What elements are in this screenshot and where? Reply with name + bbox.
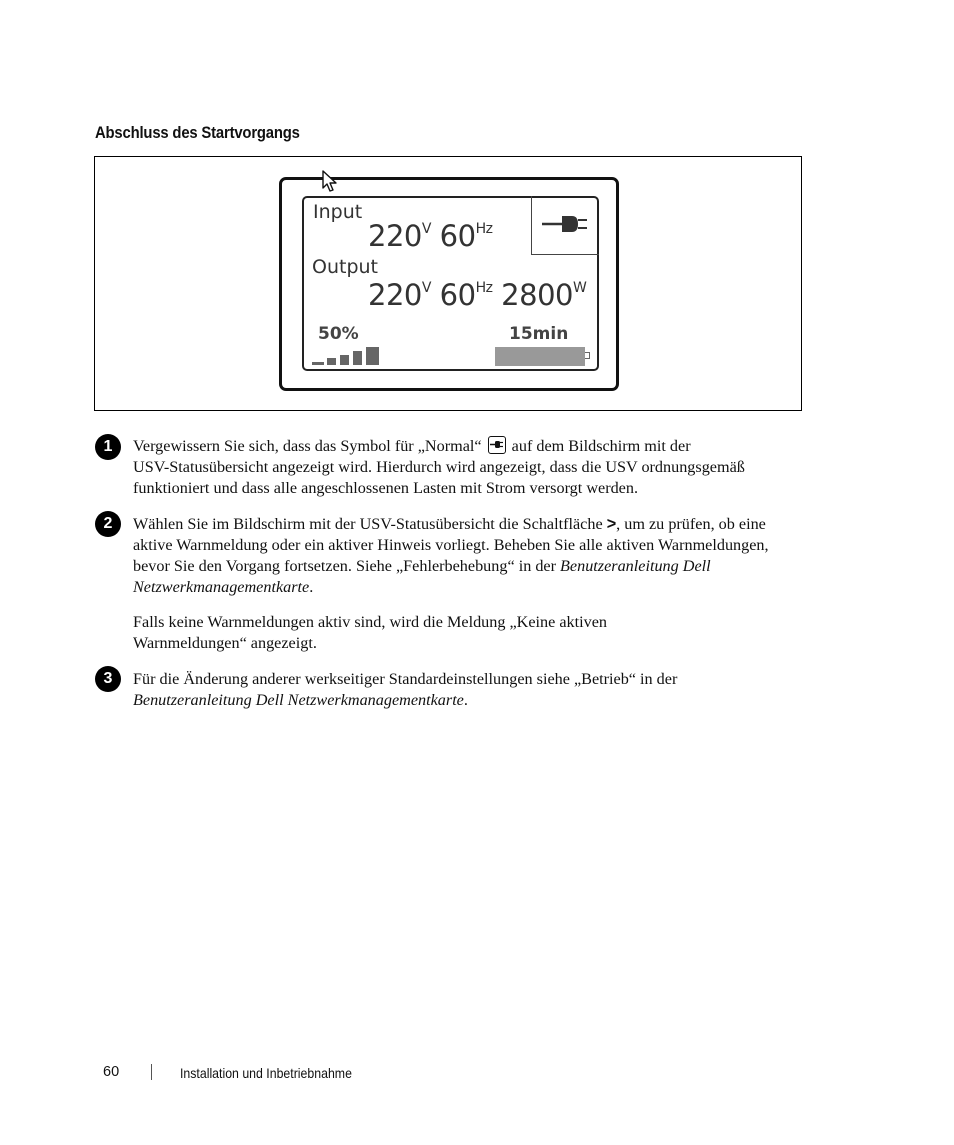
- output-voltage-unit: V: [421, 280, 431, 296]
- plug-icon: [540, 213, 590, 235]
- step-2-line-4: [133, 577, 863, 598]
- output-frequency: 60: [439, 278, 476, 312]
- step-1-line-1: [133, 436, 863, 457]
- input-frequency-unit: Hz: [475, 221, 493, 237]
- load-bar-segment: [366, 347, 379, 365]
- chapter-title: Installation und Inbetriebnahme: [180, 1065, 352, 1081]
- step-marker-3: 3: [95, 666, 121, 692]
- step-2-text: [133, 514, 863, 598]
- step-marker-2: 2: [95, 511, 121, 537]
- input-voltage-unit: V: [421, 221, 431, 237]
- output-power-unit: W: [572, 280, 587, 296]
- mouse-cursor-icon: [321, 170, 341, 194]
- load-bar-segment: [353, 351, 362, 365]
- step-3-line-2: [133, 690, 863, 711]
- step-2-note-line-1: Falls keine Warnmeldungen aktiv sind, wird die Meldung „Keine aktiven: [133, 613, 608, 631]
- page-number: 60: [103, 1064, 120, 1080]
- step-3-line-1: Für die Änderung anderer werkseitiger Standardeinstellungen siehe „Betrieb“ in der: [133, 670, 678, 688]
- step-2-line-1-end: , um zu prüfen, ob eine: [616, 515, 766, 533]
- load-percent: 50%: [318, 324, 359, 344]
- step-2-line-3: [133, 556, 863, 577]
- load-bar-segment: [340, 355, 349, 365]
- load-bar-segment: [312, 362, 324, 365]
- step-2-line-1: [133, 514, 863, 535]
- next-button-symbol: >: [606, 515, 617, 533]
- output-readout: [368, 278, 586, 312]
- manual-title-part-2: Netzwerkmanagementkarte: [133, 578, 310, 596]
- status-icon-panel: [531, 196, 599, 255]
- input-label: Input: [313, 201, 363, 223]
- step-2-line-1-start: Wählen Sie im Bildschirm mit der USV-Statusübersicht die Schaltfläche: [133, 515, 603, 533]
- section-heading: Abschluss des Startvorgangs: [95, 124, 300, 142]
- step-2-note: [133, 612, 863, 654]
- step-3-line-2-end: .: [463, 691, 468, 709]
- input-readout: [368, 219, 492, 253]
- step-3-text: [133, 669, 863, 711]
- input-frequency: 60: [439, 219, 476, 253]
- step-1-text: [133, 436, 863, 499]
- output-label: Output: [312, 256, 378, 278]
- output-frequency-unit: Hz: [475, 280, 493, 296]
- step-2-line-4-end: .: [309, 578, 314, 596]
- step-1-line-2: USV-Statusübersicht angezeigt wird. Hierdurch wird angezeigt, dass die USV ordnungsgemäß: [133, 458, 745, 476]
- battery-gauge-tip: [585, 352, 590, 359]
- step-2-line-3-text: bevor Sie den Vorgang fortsetzen. Siehe „Fehlerbehebung“ in der: [133, 557, 561, 575]
- step-1-line-1-end: auf dem Bildschirm mit der: [511, 437, 691, 455]
- manual-title: Benutzeranleitung Dell Netzwerkmanagementkarte: [133, 691, 464, 709]
- battery-gauge: [495, 347, 585, 366]
- normal-status-icon: [488, 436, 506, 454]
- step-2-note-line-2: Warnmeldungen“ angezeigt.: [133, 634, 317, 652]
- footer-divider: [151, 1064, 152, 1080]
- output-power: 2800: [501, 278, 573, 312]
- manual-title-part-1: Benutzeranleitung Dell: [560, 557, 711, 575]
- step-1-line-1-start: Vergewissern Sie sich, dass das Symbol für „Normal“: [133, 437, 482, 455]
- load-bar-segment: [327, 358, 336, 365]
- step-marker-1: 1: [95, 434, 121, 460]
- output-voltage: 220: [368, 278, 422, 312]
- runtime-remaining: 15min: [509, 324, 569, 344]
- input-voltage: 220: [368, 219, 422, 253]
- step-1-line-3: funktioniert und dass alle angeschlossenen Lasten mit Strom versorgt werden.: [133, 479, 638, 497]
- step-2-line-2: aktive Warnmeldung oder ein aktiver Hinweis vorliegt. Beheben Sie alle aktiven Warnmeldungen,: [133, 536, 769, 554]
